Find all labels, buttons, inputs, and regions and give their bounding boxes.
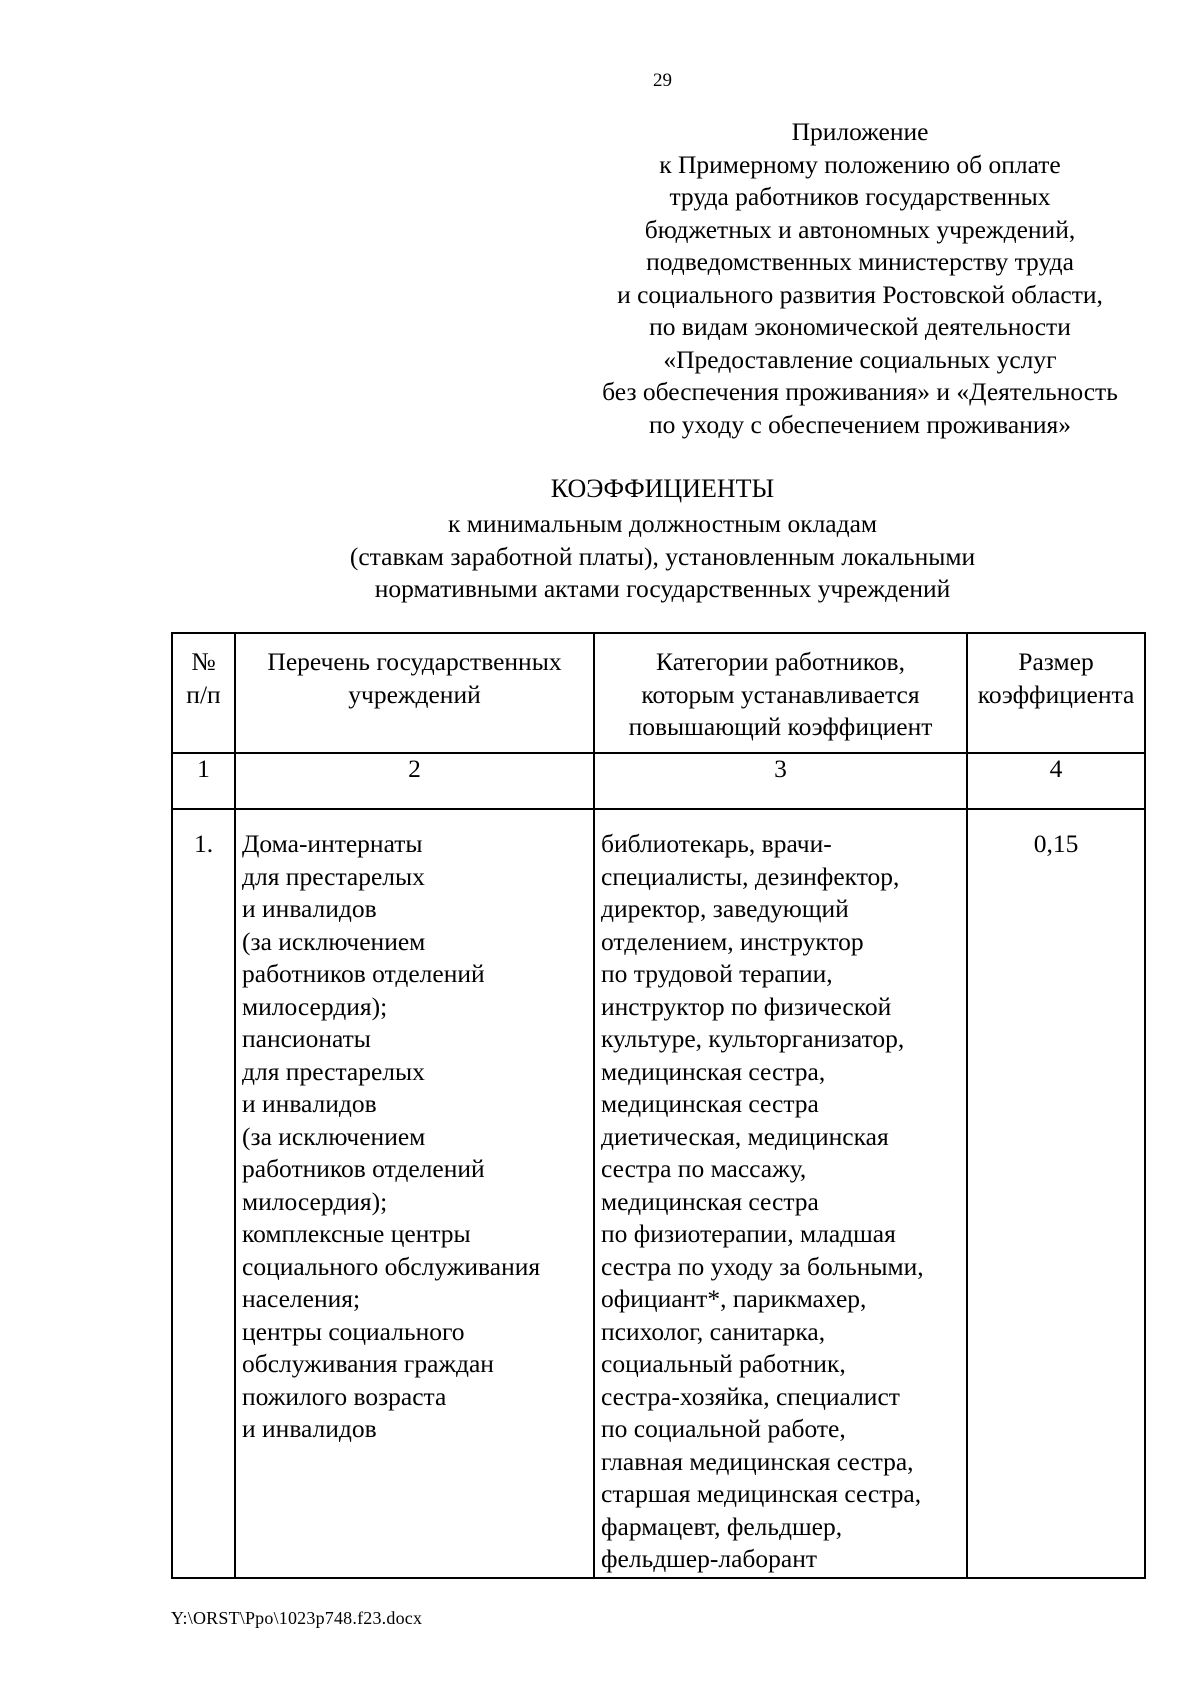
institution-line: для престарелых	[242, 861, 425, 891]
header-line: Перечень государственных	[267, 647, 562, 676]
institution-line: и инвалидов	[242, 1414, 377, 1443]
category-line: социальный работник,	[601, 1349, 846, 1378]
institution-line: пансионаты	[242, 1024, 371, 1053]
column-number: 4	[967, 753, 1145, 809]
header-cell-coefficient	[967, 633, 1145, 753]
appendix-line: труда работников государственных	[669, 182, 1051, 211]
category-line: инструктор по физической	[601, 991, 892, 1021]
header-line: №	[191, 647, 216, 676]
appendix-line: бюджетных и автономных учреждений,	[644, 214, 1076, 244]
appendix-line: без обеспечения проживания» и «Деятельность	[602, 377, 1118, 406]
table-header-row	[172, 633, 1145, 753]
appendix-line: к Примерному положению об оплате	[659, 149, 1061, 179]
page-number: 29	[653, 70, 672, 91]
institution-line: Дома-интернаты	[242, 829, 423, 858]
category-line: старшая медицинская сестра,	[601, 1479, 922, 1508]
institution-line: комплексные центры	[242, 1219, 471, 1248]
column-number: 1	[172, 753, 235, 809]
institution-line: обслуживания граждан	[242, 1349, 494, 1378]
row-number-cell	[172, 809, 235, 1578]
category-line: медицинская сестра	[601, 1089, 819, 1118]
institution-line: и инвалидов	[242, 894, 377, 923]
category-line: отделением, инструктор	[601, 926, 864, 956]
category-line: психолог, санитарка,	[601, 1316, 826, 1346]
header-line: повышающий коэффициент	[628, 712, 933, 741]
column-number-row	[172, 753, 1145, 809]
header-line: которым устанавливается	[641, 679, 920, 709]
category-line: сестра-хозяйка, специалист	[601, 1381, 900, 1411]
category-line: культуре, культорганизатор,	[601, 1024, 905, 1053]
table-row	[172, 809, 1145, 1578]
header-line: коэффициента	[977, 679, 1135, 709]
category-line: фельдшер-лаборант	[601, 1544, 817, 1573]
category-line: библиотекарь, врачи-	[601, 829, 832, 858]
appendix-line: по видам экономической деятельности	[649, 312, 1071, 341]
appendix-heading	[560, 116, 1160, 441]
institution-line: центры социального	[242, 1316, 465, 1346]
appendix-line: по уходу с обеспечением проживания»	[649, 409, 1071, 439]
institution-line: милосердия);	[242, 991, 388, 1021]
institution-line: для престарелых	[242, 1056, 425, 1086]
category-line: сестра по массажу,	[601, 1154, 807, 1183]
header-line: Размер	[1018, 647, 1094, 676]
category-line: главная медицинская сестра,	[601, 1446, 914, 1476]
category-line: фармацевт, фельдшер,	[601, 1511, 843, 1541]
appendix-line: «Предоставление социальных услуг	[663, 344, 1057, 374]
appendix-line: и социального развития Ростовской области,	[617, 279, 1103, 309]
document-subtitle	[0, 508, 1200, 606]
institution-line: и инвалидов	[242, 1089, 377, 1118]
coefficient-cell	[967, 809, 1145, 1578]
category-line: диетическая, медицинская	[601, 1121, 889, 1151]
coefficients-table	[171, 632, 1146, 1579]
document-title: КОЭФФИЦИЕНТЫ	[550, 474, 775, 503]
appendix-line: подведомственных министерству труда	[646, 247, 1074, 276]
category-line: по трудовой терапии,	[601, 959, 833, 988]
category-line: специалисты, дезинфектор,	[601, 861, 900, 891]
row-number: 1.	[193, 829, 214, 858]
coefficient-value: 0,15	[1033, 829, 1079, 858]
institutions-list	[236, 810, 593, 1446]
institutions-cell	[235, 809, 594, 1578]
column-number: 2	[235, 753, 594, 809]
category-line: по социальной работе,	[601, 1414, 846, 1443]
appendix-line: Приложение	[791, 117, 929, 146]
column-number: 3	[594, 753, 967, 809]
header-line: Категории работников,	[656, 647, 905, 676]
header-cell-institutions	[235, 633, 594, 753]
file-path-footer: Y:\ORST\Ppo\1023p748.f23.docx	[171, 1608, 423, 1628]
categories-list	[595, 810, 966, 1576]
subtitle-line: нормативными актами государственных учреждений	[374, 574, 951, 603]
institution-line: социального обслуживания	[242, 1251, 541, 1281]
header-cell-categories	[594, 633, 967, 753]
institution-line: населения;	[242, 1284, 361, 1313]
header-line: учреждений	[348, 679, 481, 709]
category-line: медицинская сестра,	[601, 1056, 826, 1086]
subtitle-line: (ставкам заработной платы), установленным локальными	[349, 541, 976, 571]
category-line: медицинская сестра	[601, 1186, 819, 1216]
category-line: по физиотерапии, младшая	[601, 1219, 896, 1248]
category-line: сестра по уходу за больными,	[601, 1251, 924, 1281]
header-cell-number	[172, 633, 235, 753]
institution-line: работников отделений	[242, 1154, 485, 1183]
category-line: директор, заведующий	[601, 894, 849, 923]
categories-cell	[594, 809, 967, 1578]
institution-line: (за исключением	[242, 926, 426, 956]
category-line: официант*, парикмахер,	[601, 1284, 867, 1313]
institution-line: милосердия);	[242, 1186, 388, 1216]
institution-line: (за исключением	[242, 1121, 426, 1151]
subtitle-line: к минимальным должностным окладам	[447, 509, 878, 538]
institution-line: работников отделений	[242, 959, 485, 988]
institution-line: пожилого возраста	[242, 1381, 447, 1411]
header-line: п/п	[186, 679, 221, 709]
